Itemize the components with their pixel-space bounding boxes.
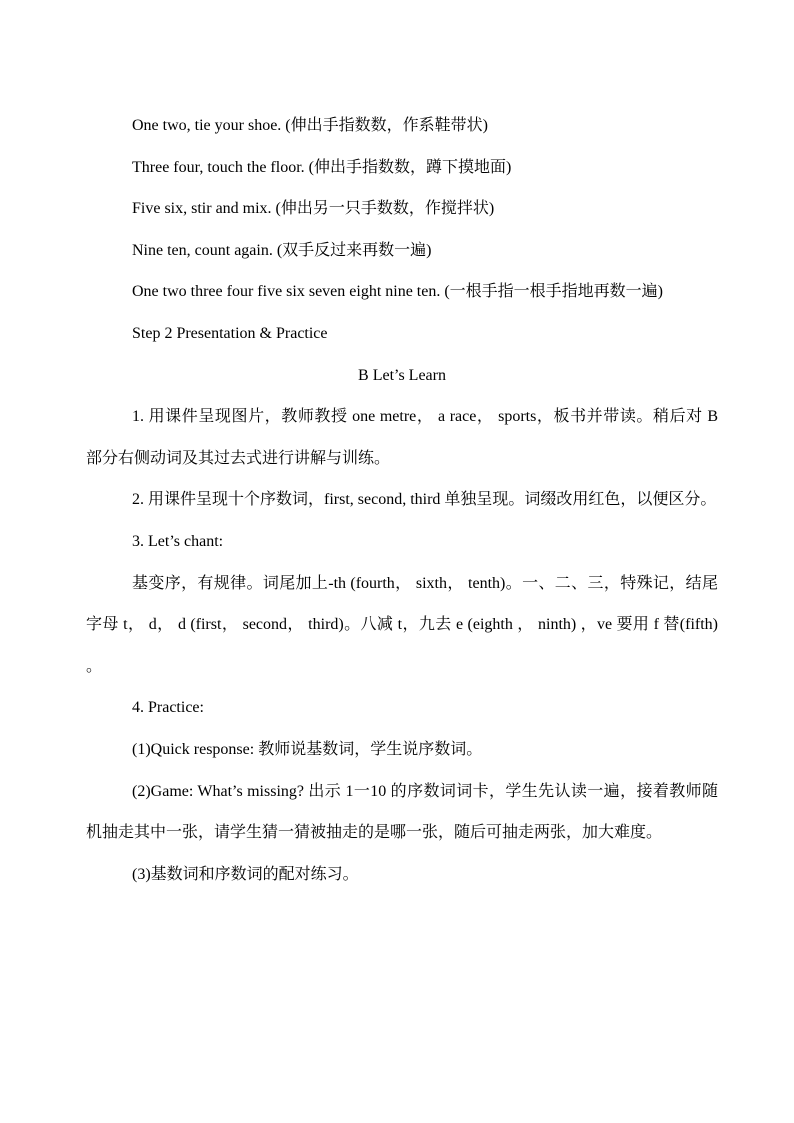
item-3-heading: 3. Let’s chant: [132,532,224,550]
chant-line-count-all: One two three four five six seven eight nine ten. (一根手指一根手指地再数一遍) [132,283,664,301]
item-2-paragraph: 2. 用课件呈现十个序数词，first, second, third 单独呈现。词缀改用红色，以便区分。 [132,491,717,509]
chant-rule-paragraph: 基变序，有规律。词尾加上-th (fourth， sixth， tenth)。一、二、三，特殊记，结尾字母 t， d， d (first， second， third)。八减 t，九去 e (eighth ， ninth) ，ve 要用 f 替(fifth) 。 [86,574,718,675]
practice-1-paragraph: (1)Quick response: 教师说基数词，学生说序数词。 [132,740,483,758]
step-heading: Step 2 Presentation & Practice [132,324,328,342]
chant-line-nine-ten: Nine ten, count again. (双手反过来再数一遍) [132,241,432,259]
chant-line-five-six: Five six, stir and mix. (伸出另一只手数数，作搅拌状) [132,200,495,218]
item-1-paragraph: 1. 用课件呈现图片，教师教授 one metre， a race， sports，板书并带读。稍后对 B 部分右侧动词及其过去式进行讲解与训练。 [86,408,718,467]
chant-line-one-two: One two, tie your shoe. (伸出手指数数，作系鞋带状) [132,117,488,134]
item-4-heading: 4. Practice: [132,699,204,717]
practice-3-paragraph: (3)基数词和序数词的配对练习。 [132,865,359,883]
chant-line-three-four: Three four, touch the floor. (伸出手指数数，蹲下摸地面) [132,158,512,176]
section-title: B Let’s Learn [358,366,446,384]
practice-2-paragraph: (2)Game: What’s missing? 出示 1一10 的序数词词卡，学生先认读一遍，接着教师随机抽走其中一张，请学生猜一猜被抽走的是哪一张，随后可抽走两张，加大难度。 [86,782,718,842]
